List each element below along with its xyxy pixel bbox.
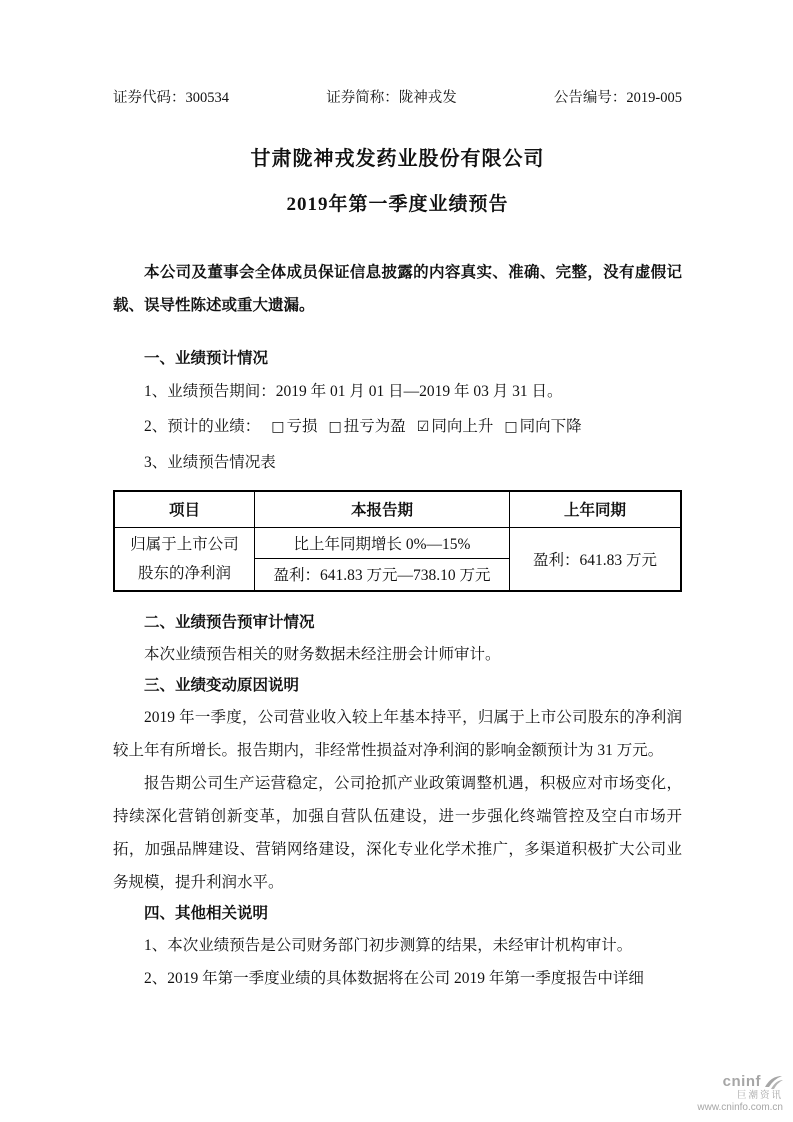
section2-body: 本次业绩预告相关的财务数据未经注册会计师审计。	[144, 645, 501, 663]
section3-heading: 三、业绩变动原因说明	[144, 676, 300, 694]
forecast-type-label: 2、预计的业绩：	[144, 418, 261, 435]
forecast-table-item: 3、业绩预告情况表	[144, 454, 276, 471]
stock-name: 证券简称：陇神戎发	[326, 90, 457, 106]
table-header-item: 项目	[114, 491, 254, 527]
checkbox-option-increase	[417, 418, 494, 435]
section1-heading: 一、业绩预计情况	[144, 350, 269, 367]
section4-heading: 四、其他相关说明	[144, 904, 269, 922]
table-header-current-period: 本报告期	[254, 491, 509, 527]
checkbox-unchecked-icon: □	[504, 419, 518, 435]
checkbox-unchecked-icon: □	[328, 419, 342, 435]
section3-paragraph-2: 报告期公司生产运营稳定，公司抢抓产业政策调整机遇，积极应对市场变化，持续深化营销创新变革，加强自营队伍建设，进一步强化终端管控及空白市场开拓，加强品牌建设、营销网络建设，深化专业化学术推广，多渠道积极扩大公司业务规模，提升利润水平。	[113, 774, 682, 891]
checkbox-option-loss	[271, 418, 317, 435]
cninfo-logo-row	[697, 1074, 783, 1090]
table-cell-item	[114, 527, 254, 591]
checkbox-unchecked-icon: □	[271, 419, 285, 435]
section3-paragraph-1: 2019 年一季度，公司营业收入较上年基本持平，归属于上市公司股东的净利润较上年有所增长。报告期内，非经常性损益对净利润的影响金额预计为 31 万元。	[113, 708, 682, 759]
table-cell-growth: 比上年同期增长 0%—15%	[254, 527, 509, 559]
table-header-prior-period: 上年同期	[510, 491, 681, 527]
cninfo-watermark	[697, 1074, 783, 1114]
cninfo-brand: 巨潮资讯	[736, 1090, 783, 1101]
cninfo-logo-text: cninf	[722, 1073, 761, 1090]
company-title: 甘肃陇神戎发药业股份有限公司	[250, 148, 545, 170]
performance-forecast-table	[113, 490, 682, 592]
section2-heading: 二、业绩预告预审计情况	[144, 613, 315, 631]
table-cell-prior-profit: 盈利：641.83 万元	[510, 527, 681, 591]
table-header-row	[114, 491, 681, 527]
checkbox-option-turnaround	[329, 418, 406, 435]
section4-item-1: 1、本次业绩预告是公司财务部门初步测算的结果，未经审计机构审计。	[144, 936, 633, 954]
checkbox-option-decrease	[504, 418, 581, 435]
item-name-line2: 股东的净利润	[137, 564, 231, 582]
section4-item-2: 2、2019 年第一季度业绩的具体数据将在公司 2019 年第一季度报告中详细	[144, 969, 644, 987]
document-subtitle: 2019年第一季度业绩预告	[286, 194, 509, 215]
disclaimer-paragraph: 本公司及董事会全体成员保证信息披露的内容真实、准确、完整，没有虚假记载、误导性陈述或重大遗漏。	[113, 264, 682, 314]
announcement-number: 公告编号：2019-005	[553, 90, 682, 106]
table-cell-profit-range: 盈利：641.83 万元—738.10 万元	[254, 559, 509, 591]
cninfo-url: www.cninfo.com.cn	[697, 1102, 783, 1113]
stock-code: 证券代码：300534	[113, 90, 229, 106]
document-content	[113, 88, 682, 995]
checkbox-label-loss: 亏损	[286, 418, 318, 435]
cninfo-swirl-icon	[763, 1074, 783, 1090]
forecast-type-item	[113, 409, 682, 445]
document-header	[113, 88, 682, 108]
checkbox-label-turnaround: 扭亏为盈	[343, 418, 406, 435]
checkbox-label-increase: 同向上升	[431, 418, 494, 435]
forecast-period-item: 1、业绩预告期间：2019 年 01 月 01 日—2019 年 03 月 31 日。	[144, 383, 563, 400]
checkbox-checked-icon: ☑	[416, 419, 430, 435]
item-name-line1: 归属于上市公司	[130, 535, 239, 553]
checkbox-label-decrease: 同向下降	[519, 418, 582, 435]
table-row	[114, 527, 681, 559]
